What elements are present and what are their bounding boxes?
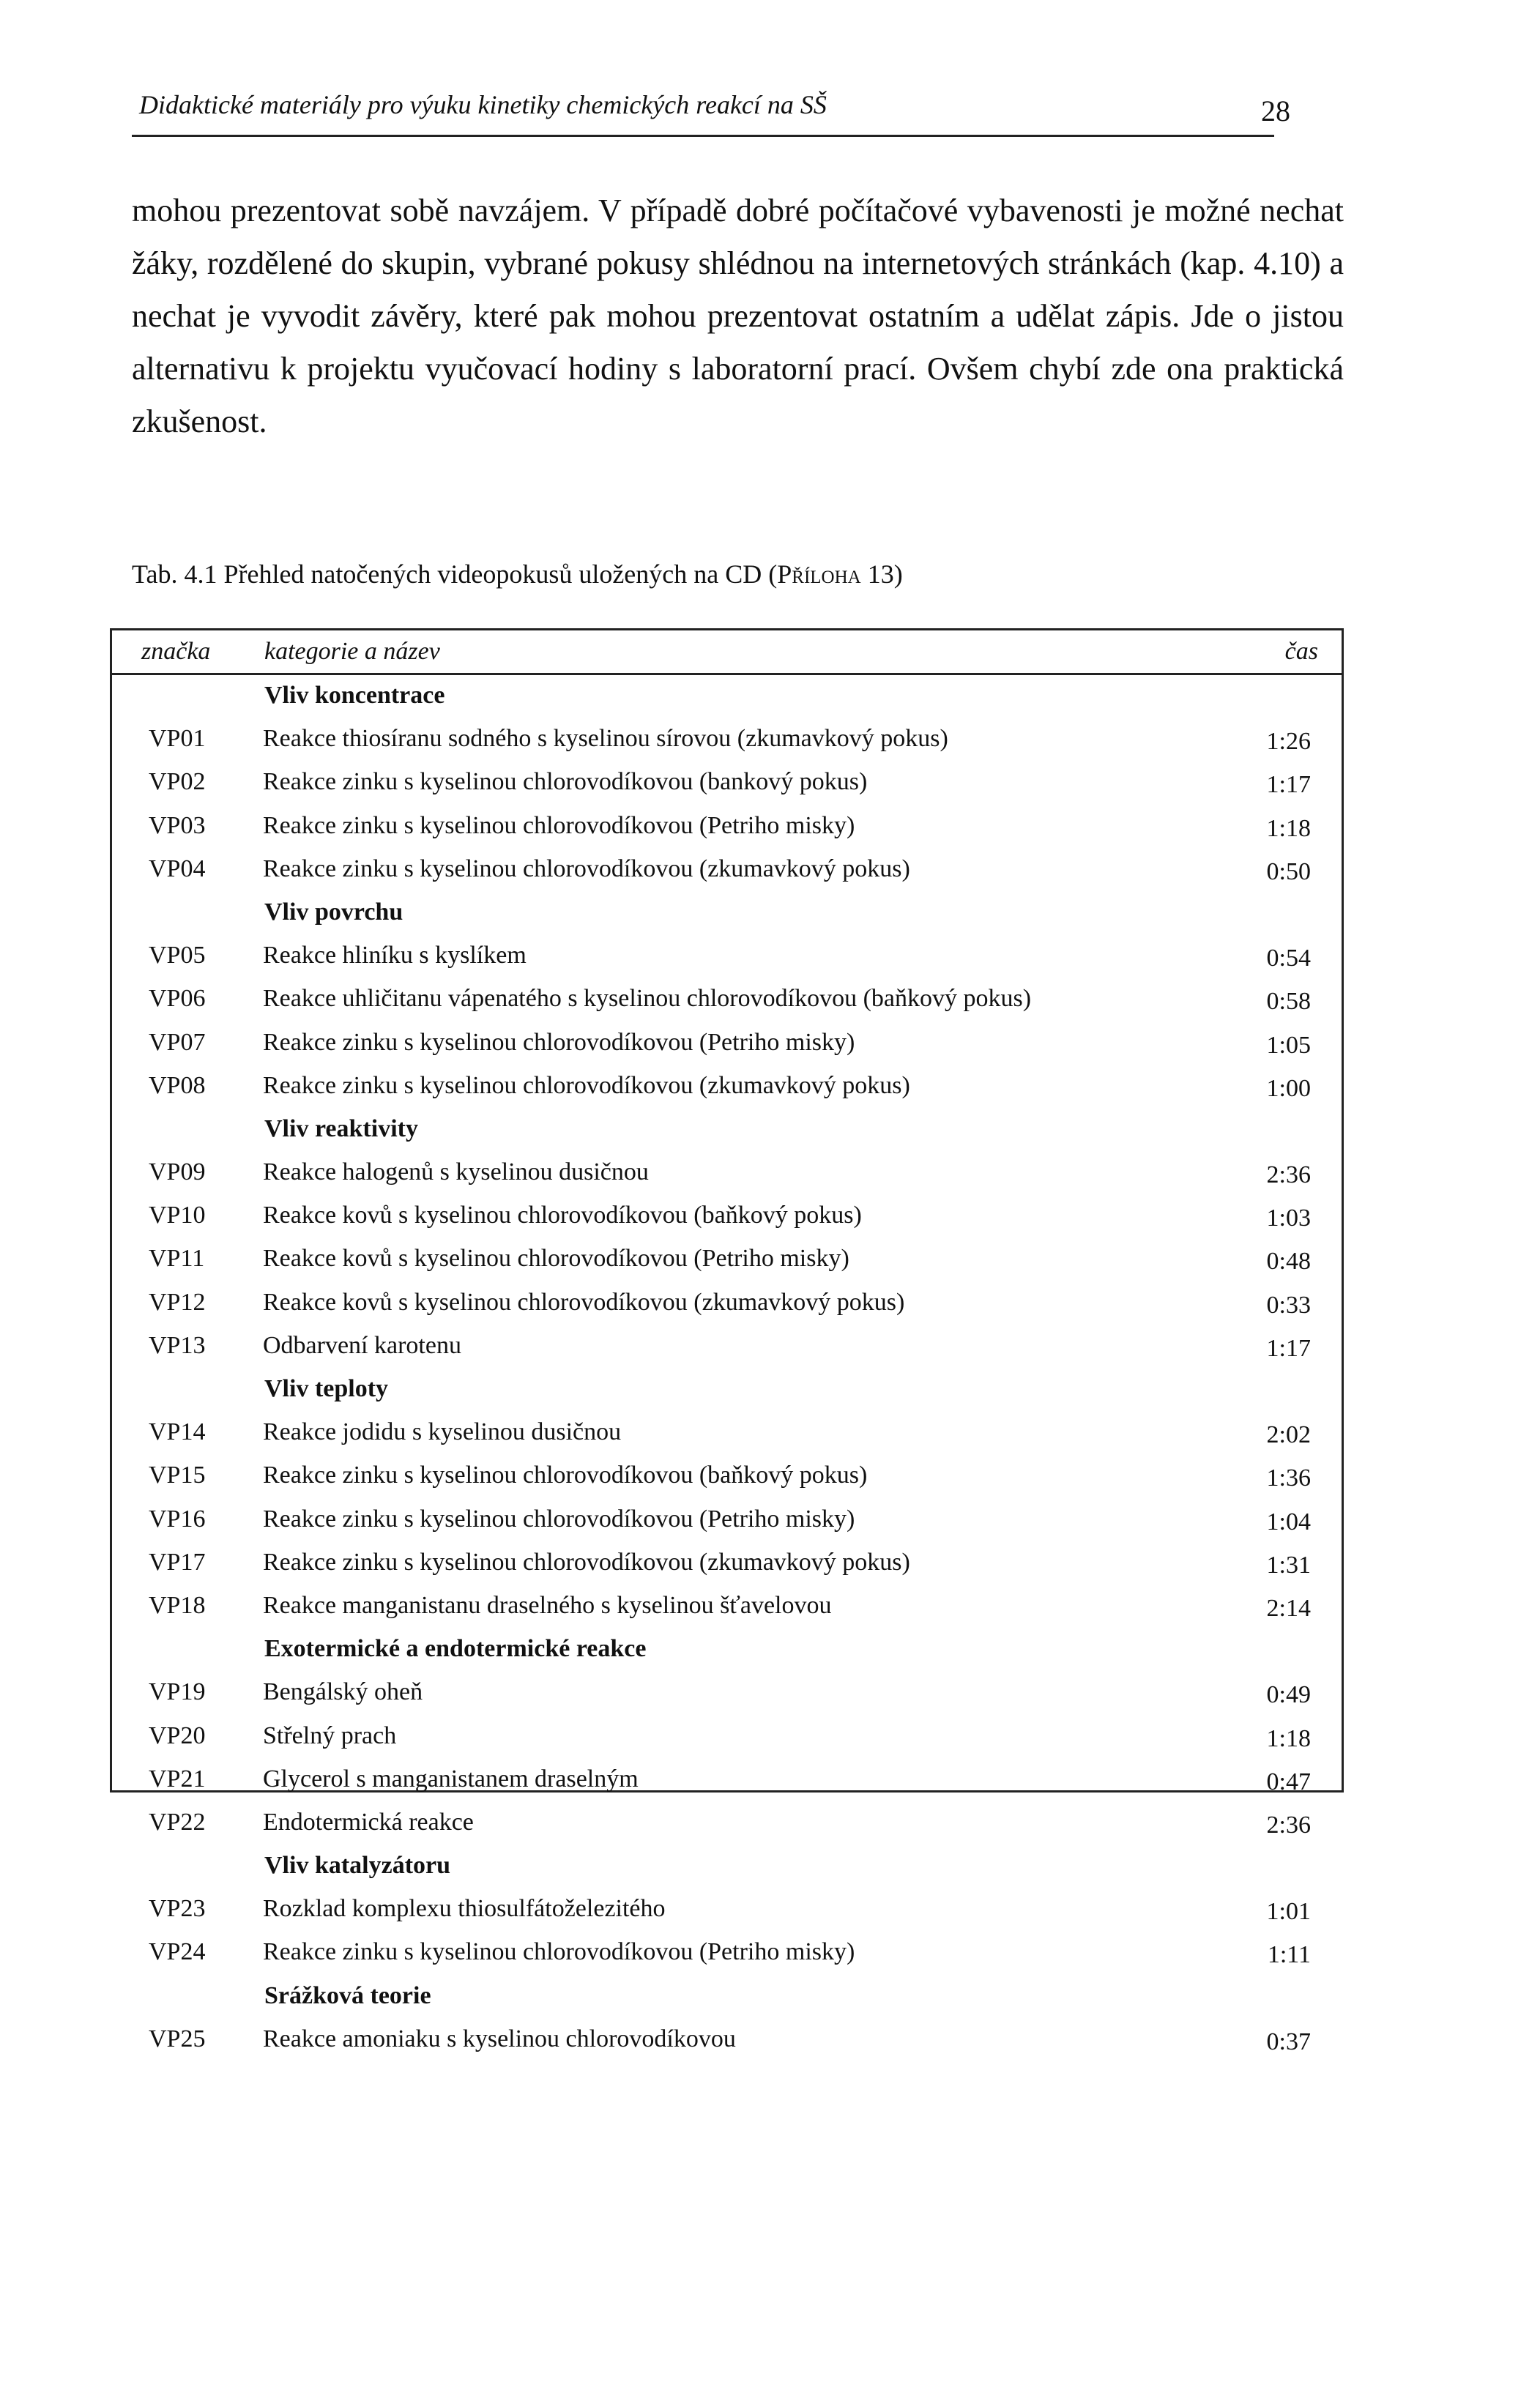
cell-code: VP23	[149, 1895, 206, 1923]
cell-name: Reakce amoniaku s kyselinou chlorovodíkovou	[263, 2025, 736, 2052]
cell-code: VP15	[149, 1462, 206, 1489]
category-row	[112, 1976, 1342, 2019]
cell-code: VP21	[149, 1765, 206, 1792]
cell-code: VP03	[149, 811, 206, 839]
table-row	[112, 1672, 1342, 1716]
cell-code: VP25	[149, 2025, 206, 2052]
cell-name: Reakce zinku s kyselinou chlorovodíkovou (baňkový pokus)	[263, 1462, 868, 1489]
category-row	[112, 676, 1342, 719]
header-name: kategorie a název	[264, 638, 440, 665]
videos-table	[110, 628, 1344, 2055]
page-header	[132, 89, 1290, 137]
cell-time: 1:26	[1266, 728, 1311, 756]
cell-name: Reakce zinku s kyselinou chlorovodíkovou (Petriho misky)	[263, 1028, 855, 1056]
cell-time: 1:31	[1266, 1551, 1311, 1579]
cell-name: Reakce jodidu s kyselinou dusičnou	[263, 1418, 622, 1446]
cell-name: Rozklad komplexu thiosulfátoželezitého	[263, 1895, 666, 1923]
header-code: značka	[141, 638, 211, 665]
cell-name: Reakce halogenů s kyselinou dusičnou	[263, 1158, 649, 1186]
category-row	[112, 1369, 1342, 1412]
cell-time: 1:03	[1266, 1205, 1311, 1232]
cell-time: 0:33	[1266, 1291, 1311, 1319]
table-row	[112, 1326, 1342, 1369]
cell-time: 0:54	[1266, 945, 1311, 972]
cell-code: VP04	[149, 855, 206, 882]
category-label: Exotermické a endotermické reakce	[264, 1635, 647, 1663]
table-row	[112, 719, 1342, 762]
cell-name: Odbarvení karotenu	[263, 1331, 461, 1359]
header-time: čas	[1284, 638, 1318, 665]
table-body	[112, 676, 1342, 2063]
cell-time: 1:17	[1266, 1334, 1311, 1362]
table-row	[112, 1066, 1342, 1109]
cell-name: Reakce hliníku s kyslíkem	[263, 942, 527, 969]
table-row	[112, 806, 1342, 849]
cell-time: 2:36	[1266, 1161, 1311, 1189]
cell-code: VP16	[149, 1505, 206, 1533]
table-row	[112, 1023, 1342, 1066]
cell-code: VP05	[149, 942, 206, 969]
category-label: Srážková teorie	[264, 1981, 431, 2009]
cell-time: 1:00	[1266, 1074, 1311, 1102]
category-row	[112, 1629, 1342, 1672]
table-row	[112, 1760, 1342, 1803]
caption-prefix: Tab. 4.1 Přehled natočených videopokusů uložených na CD (	[132, 559, 778, 589]
header-title: Didaktické materiály pro výuku kinetiky chemických reakcí na SŠ	[139, 90, 827, 119]
table-row	[112, 1932, 1342, 1976]
cell-name: Střelný prach	[263, 1721, 397, 1749]
cell-time: 1:01	[1266, 1898, 1311, 1926]
cell-time: 1:11	[1267, 1941, 1311, 1969]
cell-code: VP13	[149, 1331, 206, 1359]
cell-code: VP11	[149, 1245, 205, 1273]
cell-time: 1:05	[1266, 1031, 1311, 1059]
cell-time: 1:18	[1266, 1724, 1311, 1752]
category-row	[112, 893, 1342, 936]
cell-code: VP02	[149, 768, 206, 796]
category-label: Vliv katalyzátoru	[264, 1852, 451, 1880]
table-row	[112, 979, 1342, 1022]
cell-name: Bengálský oheň	[263, 1678, 423, 1706]
cell-name: Reakce kovů s kyselinou chlorovodíkovou (zkumavkový pokus)	[263, 1288, 905, 1316]
table-row	[112, 1543, 1342, 1586]
cell-code: VP18	[149, 1591, 206, 1619]
table-row	[112, 1500, 1342, 1543]
cell-time: 1:17	[1266, 771, 1311, 799]
cell-code: VP12	[149, 1288, 206, 1316]
table-row	[112, 1239, 1342, 1282]
cell-name: Reakce zinku s kyselinou chlorovodíkovou (zkumavkový pokus)	[263, 855, 910, 882]
cell-code: VP14	[149, 1418, 206, 1446]
table-row	[112, 1283, 1342, 1326]
category-label: Vliv koncentrace	[264, 682, 445, 709]
cell-name: Reakce kovů s kyselinou chlorovodíkovou (baňkový pokus)	[263, 1202, 862, 1229]
cell-code: VP06	[149, 985, 206, 1013]
cell-name: Reakce zinku s kyselinou chlorovodíkovou (bankový pokus)	[263, 768, 868, 796]
cell-time: 1:36	[1266, 1464, 1311, 1492]
cell-name: Reakce zinku s kyselinou chlorovodíkovou (Petriho misky)	[263, 1938, 855, 1966]
table-caption	[132, 559, 903, 589]
cell-code: VP20	[149, 1721, 206, 1749]
cell-time: 1:04	[1266, 1508, 1311, 1535]
table-row	[112, 2019, 1342, 2063]
cell-time: 0:58	[1266, 988, 1311, 1016]
cell-name: Reakce manganistanu draselného s kyselinou šťavelovou	[263, 1591, 832, 1619]
table-row	[112, 762, 1342, 805]
cell-name: Reakce zinku s kyselinou chlorovodíkovou (zkumavkový pokus)	[263, 1548, 910, 1576]
table-header	[112, 630, 1342, 675]
cell-time: 0:48	[1266, 1248, 1311, 1276]
cell-name: Reakce uhličitanu vápenatého s kyselinou chlorovodíkovou (baňkový pokus)	[263, 985, 1032, 1013]
cell-code: VP07	[149, 1028, 206, 1056]
cell-code: VP08	[149, 1071, 206, 1099]
cell-code: VP22	[149, 1808, 206, 1836]
cell-code: VP24	[149, 1938, 206, 1966]
cell-name: Reakce zinku s kyselinou chlorovodíkovou (Petriho misky)	[263, 811, 855, 839]
cell-code: VP10	[149, 1202, 206, 1229]
table-row	[112, 1586, 1342, 1629]
body-paragraph: mohou prezentovat sobě navzájem. V případě dobré počítačové vybavenosti je možné nechat žáky, rozdělené do skupin, vybrané pokusy shlédnou na internetových stránkách (kap. 4.10) a nechat je vyvodit závěry, které pak mohou prezentovat ostatním a udělat zápis. Jde o jistou alternativu k projektu vyučovací hodiny s laboratorní prací. Ovšem chybí zde ona praktická zkušenost.	[132, 193, 1344, 439]
category-label: Vliv povrchu	[264, 898, 403, 926]
cell-time: 2:02	[1266, 1421, 1311, 1449]
cell-code: VP09	[149, 1158, 206, 1186]
cell-code: VP19	[149, 1678, 206, 1706]
cell-code: VP17	[149, 1548, 206, 1576]
cell-name: Reakce zinku s kyselinou chlorovodíkovou (zkumavkový pokus)	[263, 1071, 910, 1099]
table-row	[112, 1456, 1342, 1499]
cell-time: 0:47	[1266, 1768, 1311, 1795]
caption-suffix: 13)	[860, 559, 903, 589]
table-row	[112, 1196, 1342, 1239]
caption-ref: Příloha	[777, 559, 861, 589]
cell-time: 0:50	[1266, 857, 1311, 885]
category-label: Vliv reaktivity	[264, 1114, 418, 1142]
cell-time: 2:36	[1266, 1811, 1311, 1839]
table-row	[112, 849, 1342, 893]
cell-time: 0:49	[1266, 1681, 1311, 1709]
cell-name: Reakce kovů s kyselinou chlorovodíkovou (Petriho misky)	[263, 1245, 849, 1273]
cell-name: Glycerol s manganistanem draselným	[263, 1765, 639, 1792]
cell-time: 1:18	[1266, 814, 1311, 842]
category-row	[112, 1846, 1342, 1889]
category-label: Vliv teploty	[264, 1375, 389, 1402]
cell-time: 0:37	[1266, 2028, 1311, 2055]
table-row	[112, 1803, 1342, 1846]
table-row	[112, 1412, 1342, 1456]
table-row	[112, 1716, 1342, 1760]
table-row	[112, 1889, 1342, 1932]
cell-code: VP01	[149, 725, 206, 753]
category-row	[112, 1109, 1342, 1153]
cell-name: Endotermická reakce	[263, 1808, 474, 1836]
page-number: 28	[1261, 94, 1290, 127]
table-row	[112, 1153, 1342, 1196]
cell-time: 2:14	[1266, 1594, 1311, 1622]
cell-name: Reakce zinku s kyselinou chlorovodíkovou (Petriho misky)	[263, 1505, 855, 1533]
table-row	[112, 936, 1342, 979]
cell-name: Reakce thiosíranu sodného s kyselinou sírovou (zkumavkový pokus)	[263, 725, 948, 753]
